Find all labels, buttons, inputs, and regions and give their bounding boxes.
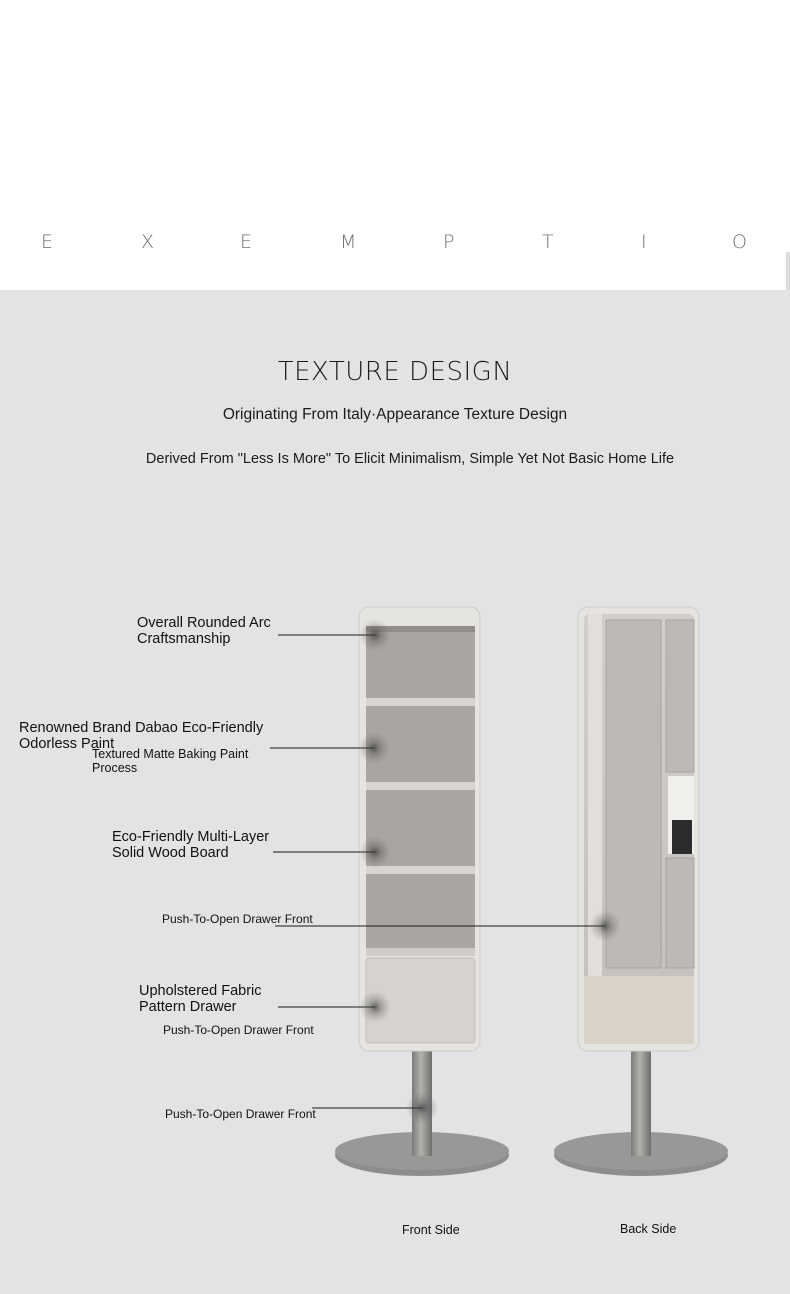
brand-letter: O xyxy=(732,231,747,253)
section-title: TEXTURE DESIGN xyxy=(277,357,513,387)
brand-letter: M xyxy=(340,231,357,253)
callout-arc-craftsmanship: Overall Rounded Arc Craftsmanship xyxy=(137,615,271,647)
stand-pole xyxy=(631,1048,651,1156)
front-cabinet xyxy=(335,607,509,1176)
callout-eco-paint: Renowned Brand Dabao Eco-Friendly Odorless Paint xyxy=(19,720,264,752)
section-subtitle: Originating From Italy·Appearance Texture Design xyxy=(222,406,568,423)
mirror-reflection-floor xyxy=(584,976,694,1044)
callout-wood-board: Eco-Friendly Multi-Layer Solid Wood Board xyxy=(112,829,270,861)
section-tagline: Derived From "Less Is More" To Elicit Minimalism, Simple Yet Not Basic Home Life xyxy=(145,451,675,467)
callout-marker xyxy=(359,836,391,868)
callout-drawer-front: Push-To-Open Drawer Front xyxy=(162,912,313,926)
shelf xyxy=(366,698,475,706)
callout-marker xyxy=(359,619,391,651)
mirror-reflection-door xyxy=(666,858,694,968)
shelf xyxy=(366,782,475,790)
shelf xyxy=(366,948,475,956)
front-side-caption: Front Side xyxy=(402,1223,460,1237)
brand-letter: X xyxy=(141,231,155,253)
back-cabinet xyxy=(554,607,728,1176)
brand-letter: E xyxy=(240,231,253,253)
brand-letter: I xyxy=(641,231,647,253)
callout-matte-paint: Textured Matte Baking Paint Process xyxy=(92,747,249,775)
brand-letter: P xyxy=(443,231,455,253)
callout-marker xyxy=(589,910,621,942)
callout-marker xyxy=(406,1092,438,1124)
callout-marker xyxy=(359,991,391,1023)
back-side-caption: Back Side xyxy=(620,1222,677,1236)
callout-fabric-drawer: Upholstered Fabric Pattern Drawer xyxy=(139,983,262,1015)
mirror-reflection-bag xyxy=(672,820,692,854)
shelf xyxy=(366,866,475,874)
callout-drawer-front: Push-To-Open Drawer Front xyxy=(163,1023,314,1037)
callout-drawer-front: Push-To-Open Drawer Front xyxy=(165,1107,316,1121)
callout-marker xyxy=(358,732,390,764)
mirror-reflection-door xyxy=(666,620,694,772)
brand-letter: E xyxy=(41,231,54,253)
brand-letter: T xyxy=(542,231,554,253)
